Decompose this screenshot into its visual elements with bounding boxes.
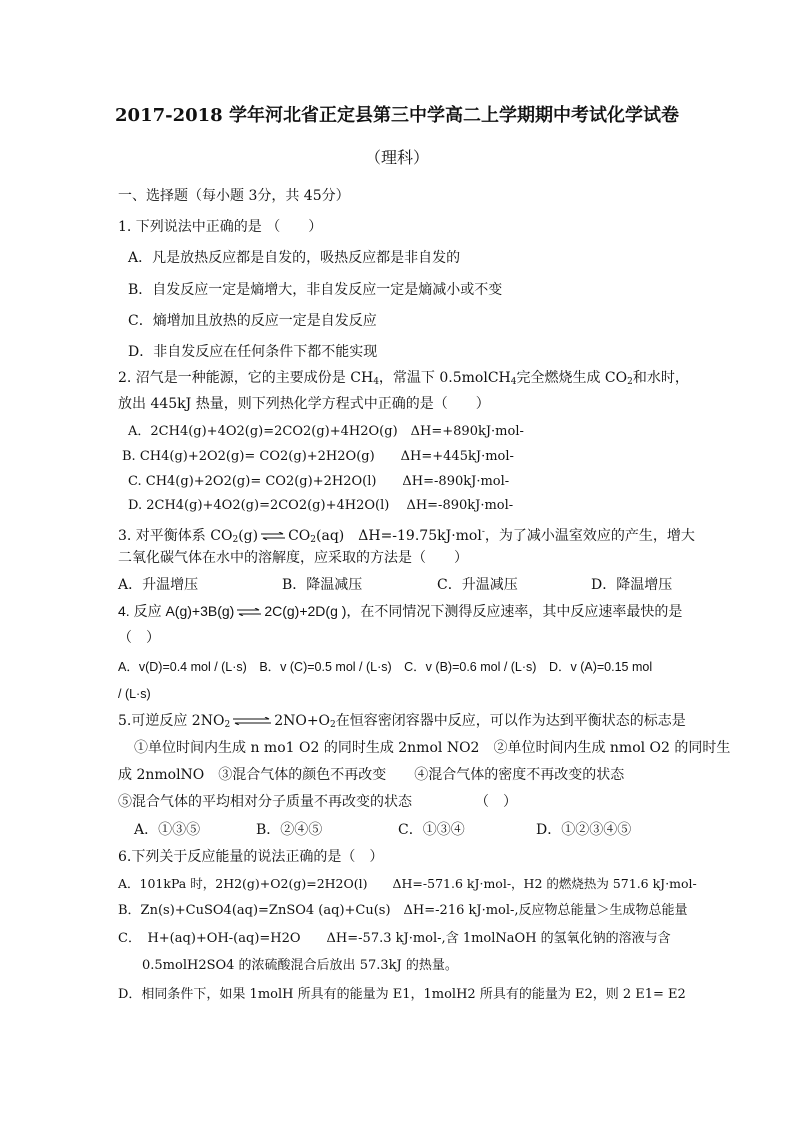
q1-option-b: B．自发反应一定是熵增大，非自发反应一定是熵减小或不变 [128,282,503,298]
q2-stem-line1 [118,369,689,391]
q6-option-d: D．相同条件下，如果 1molH 所具有的能量为 E1，1molH2 所具有的能量为 E2，则 2 E1= E2 [118,987,686,1002]
superscript: - [481,527,485,537]
q2-stem-line2: 放出 445kJ 热量，则下列热化学方程式中正确的是（ ） [118,396,490,412]
equilibrium-arrow-icon [232,717,272,725]
subscript: 2 [627,377,633,387]
q3-text-2: (g) [238,528,259,544]
q3-text-1: 3. 对平衡体系 CO [118,528,233,544]
q5-option-d: D．①②③④⑤ [536,822,632,838]
q3-option-c: C．升温减压 [437,577,518,593]
q4-options: A．v(D)=0.4 mol / (L·s) B．v (C)=0.5 mol / (L·s) C．v (B)=0.6 mol / (L·s) D．v (A)=0.15 mol [118,660,653,674]
subscript: 4 [510,377,517,387]
subscript: 2 [232,535,239,545]
q3-text-5: ，为了减小温室效应的产生，增大 [484,528,695,544]
q6-stem: 6.下列关于反应能量的说法正确的是（ ） [118,849,384,865]
subscript: 2 [330,720,336,730]
q5-stem-line4: ⑤混合气体的平均相对分子质量不再改变的状态 （ ） [118,794,517,810]
q6-option-a: A．101kPa 时，2H2(g)+O2(g)=2H2O(l) ΔH=-571.6 kJ·mol-，H2 的燃烧热为 571.6 kJ·mol- [118,876,697,891]
q3-option-a: A．升温增压 [118,577,199,593]
q2-option-d: D. 2CH4(g)+4O2(g)=2CO2(g)+4H2O(l) ΔH=-890kJ·mol- [128,498,514,513]
q3-option-b: B．降温减压 [282,577,363,593]
q2-text-1: 2. 沼气是一种能源，它的主要成份是 CH [118,370,374,386]
q5-stem-line3: 成 2nmolNO ③混合气体的颜色不再改变 ④混合气体的密度不再改变的状态 [118,767,625,783]
q3-text-3: CO [288,528,311,544]
q5-stem-line2: ①单位时间内生成 n mo1 O2 的同时生成 2nmol NO2 ②单位时间内生成 nmol O2 的同时生 [134,740,731,756]
q6-option-c-line2: 0.5molH2SO4 的浓硫酸混合后放出 57.3kJ 的热量。 [142,958,458,973]
q2-option-a: A．2CH4(g)+4O2(g)=2CO2(g)+4H2O(g) ΔH=+890kJ·mol- [128,424,524,439]
q2-text-3: 完全燃烧生成 CO [516,370,628,386]
subscript: 2 [224,720,231,730]
q1-option-c: C．熵增加且放热的反应一定是自发反应 [128,313,377,329]
q1-option-d: D．非自发反应在任何条件下都不能实现 [128,344,378,360]
q1-option-a: A．凡是放热反应都是自发的，吸热反应都是非自发的 [128,250,461,266]
q4-text-1: 4. 反应 A(g)+3B(g) [118,603,235,619]
q5-text-2: 2NO+O [274,713,331,729]
equilibrium-arrow-icon [260,532,286,540]
q4-options-cont: / (L·s) [118,687,151,701]
q2-option-c: C. CH4(g)+2O2(g)= CO2(g)+2H2O(l) ΔH=-890kJ·mol- [128,474,510,489]
q3-text-4: (aq) ΔH=-19.75kJ·mol [316,528,482,544]
subscript: 2 [310,535,317,545]
q4-stem-line1 [118,602,682,620]
q2-text-2: ，常温下 0.5molCH [378,370,511,386]
q5-option-c: C．①③④ [398,822,465,838]
q2-text-4: 和水时， [632,370,689,386]
q6-option-b: B．Zn(s)+CuSO4(aq)=ZnSO4 (aq)+Cu(s) ΔH=-216 kJ·mol-,反应物总能量＞生成物总能量 [118,903,688,918]
q5-text-3: 在恒容密闭容器中反应，可以作为达到平衡状态的标志是 [335,713,686,729]
subscript: 4 [373,377,379,387]
q1-stem: 1. 下列说法中正确的是 （ ） [118,219,323,235]
q3-stem-line1 [118,523,695,549]
q4-stem-line2: （ ） [118,630,160,646]
q5-option-a: A．①③⑤ [134,822,201,838]
exam-subtitle: （理科） [364,148,429,167]
q5-stem-line1 [118,712,686,734]
q5-option-b: B．②④⑤ [256,822,323,838]
q3-option-d: D．降温增压 [591,577,673,593]
equilibrium-arrow-icon [236,608,262,616]
q5-text-1: 5.可逆反应 2NO [118,713,225,729]
q2-option-b: B. CH4(g)+2O2(g)= CO2(g)+2H2O(g) ΔH=+445kJ·mol- [122,449,514,464]
q3-stem-line2: 二氧化碳气体在水中的溶解度，应采取的方法是（ ） [118,550,468,566]
section-heading: 一、选择题（每小题 3分，共 45分） [118,188,350,204]
exam-title: 2017-2018 学年河北省正定县第三中学高二上学期期中考试化学试卷 [115,105,679,126]
q6-option-c-line1: C． H+(aq)+OH-(aq)=H2O ΔH=-57.3 kJ·mol-,含 1molNaOH 的氢氧化钠的溶液与含 [118,931,671,946]
q4-text-2: 2C(g)+2D(g )，在不同情况下测得反应速率，其中反应速率最快的是 [264,603,683,619]
